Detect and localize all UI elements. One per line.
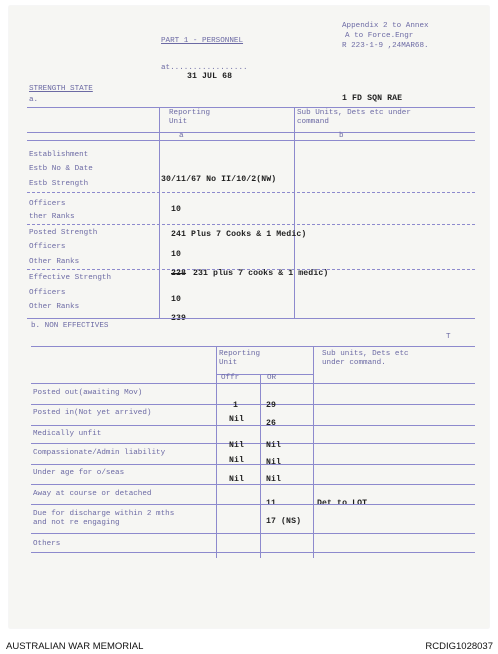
discharge-or-value: 17 (NS) <box>266 517 302 526</box>
ne-col-subunits-label: Sub units, Dets etc <box>322 350 409 358</box>
row-rule <box>31 464 475 465</box>
row-label-compassionate: Compassionate/Admin liability <box>33 449 166 457</box>
row-label-other-ranks: Other Ranks <box>29 303 80 311</box>
row-label-due-for-discharge: Due for discharge within 2 mths <box>33 510 175 518</box>
archive-footer <box>0 636 498 654</box>
row-label-officers: Officers <box>29 243 66 251</box>
footer-source: AUSTRALIAN WAR MEMORIAL <box>6 641 144 652</box>
document-page <box>9 6 489 628</box>
unit-name: 1 FD SQN RAE <box>342 94 403 103</box>
row-rule <box>31 425 475 426</box>
effective-officers-value: 10 <box>171 295 182 304</box>
row-label-estb-no-date: Estb No & Date <box>29 165 93 173</box>
row-label-posted-out: Posted out(awaiting Mov) <box>33 389 143 397</box>
posted-in-offr-value: 1 <box>233 401 239 410</box>
under-age-offr-value: Nil <box>229 475 245 484</box>
column-divider <box>159 107 160 319</box>
appendix-line-1: Appendix 2 to Annex <box>342 22 429 30</box>
ne-col-reporting-label: Reporting <box>219 350 261 358</box>
struck-out-value: 228 <box>171 269 187 278</box>
posted-in-or-value-2: 26 <box>266 419 277 428</box>
posted-other-ranks-value: 10 <box>171 250 182 259</box>
compassionate-offr-value-2: Nil <box>229 456 245 465</box>
col-b-label: b <box>339 132 344 140</box>
document-title: PART 1 - PERSONNEL <box>161 37 244 45</box>
column-divider <box>313 346 314 558</box>
row-rule <box>31 404 475 405</box>
effective-other-ranks-value: 239 <box>171 314 187 323</box>
table-rule <box>27 140 475 141</box>
corner-mark: T <box>446 333 451 341</box>
col-subunits-label: Sub Units, Dets etc under <box>297 109 411 117</box>
away-or-value: 11 <box>266 499 277 508</box>
row-rule <box>31 484 475 485</box>
table-rule <box>27 107 475 108</box>
row-label-under-age: Under age for o/seas <box>33 469 125 477</box>
strength-heading: STRENGTH STATE <box>29 85 93 93</box>
row-label-posted-in: Posted in(Not yet arrived) <box>33 409 152 417</box>
ne-col-or-label: OR <box>267 374 277 382</box>
at-label: at................. <box>161 64 248 72</box>
row-rule <box>31 533 475 534</box>
row-label-posted-strength: Posted Strength <box>29 229 98 237</box>
row-label-not-re-engaging: and not re engaging <box>33 519 120 527</box>
ne-col-offr-label: Offr <box>221 374 240 382</box>
row-rule <box>31 443 475 444</box>
footer-catalogue-id: RCDIG1028037 <box>425 641 493 652</box>
col-command-label: command <box>297 118 329 126</box>
compassionate-or-value: Nil <box>266 441 282 450</box>
col-reporting-label: Reporting <box>169 109 211 117</box>
col-a-label: a <box>179 132 184 140</box>
report-date: 31 JUL 68 <box>187 72 233 81</box>
row-label-others: Others <box>33 540 61 548</box>
row-label-other-ranks: Other Ranks <box>29 258 80 266</box>
row-label-other-ranks: ther Ranks <box>29 213 75 221</box>
row-label-medically-unfit: Medically unfit <box>33 430 102 438</box>
posted-in-offr-value-2: Nil <box>229 415 245 424</box>
row-label-establishment: Establishment <box>29 151 89 159</box>
posted-in-or-value: 29 <box>266 401 277 410</box>
appendix-line-2: A to Force.Engr <box>345 32 414 40</box>
row-rule <box>31 504 475 505</box>
table-rule <box>27 132 475 133</box>
posted-strength-value: 241 Plus 7 Cooks & 1 Medic) <box>171 230 307 239</box>
row-label-officers: Officers <box>29 200 66 208</box>
table-rule <box>31 552 475 553</box>
table-rule <box>31 383 475 384</box>
appendix-line-3: R 223-1-9 ,24MAR68. <box>342 42 429 50</box>
under-age-or-value: Nil <box>266 475 282 484</box>
compassionate-or-value-2: Nil <box>266 458 282 467</box>
row-label-estb-strength: Estb Strength <box>29 180 89 188</box>
effective-strength-value: 231 plus 7 cooks & 1 medic) <box>193 269 329 278</box>
table-rule <box>27 318 475 319</box>
ne-col-unit-label: Unit <box>219 359 238 367</box>
row-label-away-at-course: Away at course or detached <box>33 490 152 498</box>
col-unit-label: Unit <box>169 118 188 126</box>
column-divider <box>294 107 295 319</box>
table-rule <box>31 346 475 347</box>
row-rule <box>27 192 475 193</box>
row-rule <box>27 224 475 225</box>
row-label-officers: Officers <box>29 289 66 297</box>
column-divider <box>216 346 217 558</box>
away-subunit-note: Det to LOT <box>317 499 368 508</box>
estb-strength-value: 30/11/67 No II/10/2(NW) <box>161 175 277 184</box>
ne-col-command-label: under command. <box>322 359 386 367</box>
compassionate-offr-value: Nil <box>229 441 245 450</box>
estb-other-ranks-value: 10 <box>171 205 182 214</box>
row-label-effective-strength: Effective Strength <box>29 274 112 282</box>
column-divider <box>260 374 261 558</box>
non-effectives-heading: b. NON EFFECTIVES <box>31 322 109 330</box>
section-a-marker: a. <box>29 96 39 104</box>
